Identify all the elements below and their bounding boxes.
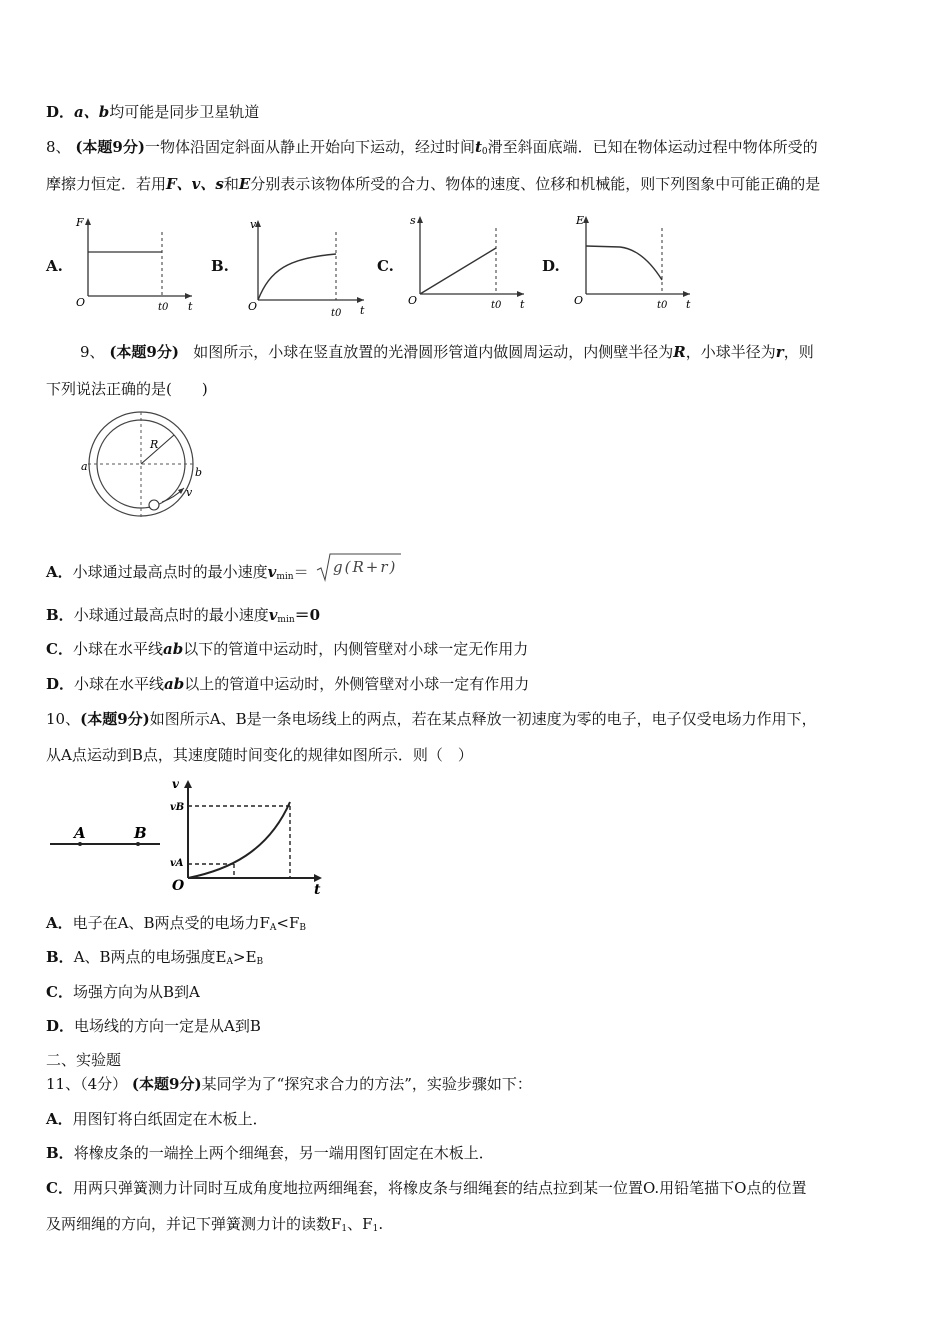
- point-a-label: A: [74, 824, 86, 842]
- q8-option-d-label: D.: [542, 257, 560, 275]
- x-axis-label: t: [314, 882, 321, 896]
- t0-label: t0: [657, 300, 668, 311]
- origin-label: O: [248, 300, 258, 313]
- q8-option-b-label: B.: [211, 257, 229, 275]
- q8-graph-c: [402, 208, 532, 312]
- point-b-label: b: [195, 466, 203, 479]
- q9-option-b: B．小球通过最高点时的最小速度$v_{min}=0$: [46, 606, 321, 625]
- graph-curve: [586, 246, 662, 280]
- y-axis-label: s: [410, 214, 416, 227]
- x-axis-label: t: [188, 300, 193, 312]
- q10-option-a: A．电子在A、B两点受的电场力$F_A<F_B$: [46, 914, 307, 933]
- q9-stem-line1: 9、 (本题9分) 如图所示，小球在竖直放置的光滑圆形管道内做圆周运动，内侧壁半径为R，小球半径为r，则: [80, 343, 814, 361]
- point-b: [136, 842, 140, 846]
- point-b-label: B: [134, 824, 147, 842]
- q10-stem-line2: 从A点运动到B点，其速度随时间变化的规律如图所示．则（ ）: [46, 746, 473, 764]
- x-axis-label: t: [360, 304, 365, 317]
- q10-stem-line1: 10、(本题9分)如图所示A、B是一条电场线上的两点，若在某点释放一初速度为零的电子，电子仅受电场力作用下，: [46, 710, 817, 728]
- vt-curve: [188, 802, 290, 878]
- sqrt-formula-text: g(R+r): [333, 558, 398, 576]
- velocity-label: v: [186, 486, 193, 499]
- sqrt-formula: [315, 552, 401, 582]
- sqrt-icon: [315, 552, 401, 582]
- point-a: [78, 842, 82, 846]
- q10-field-line-figure: [46, 822, 166, 862]
- q10-option-b: B．A、B两点的电场强度$E_A>E_B$: [46, 948, 264, 967]
- va-label: vA: [170, 858, 184, 869]
- q10-vt-graph: [168, 774, 334, 896]
- q8-stem-line1: 8、 (本题9分)一物体沿固定斜面从静止开始向下运动，经过时间$t_0$滑至斜面底端．已知在物体运动过程中物体所受的: [46, 138, 818, 157]
- x-arrow-icon: [357, 297, 364, 303]
- q11-step-b: B．将橡皮条的一端拴上两个细绳套，另一端用图钉固定在木板上．: [46, 1144, 494, 1162]
- q7-option-d: D．a、b均可能是同步卫星轨道: [46, 103, 260, 121]
- origin-label: O: [408, 294, 418, 307]
- t0-label: t0: [491, 300, 502, 311]
- q9-option-a: A．小球通过最高点时的最小速度$v_{min}=$ g(R+r): [46, 558, 401, 588]
- ball: [149, 500, 159, 510]
- vb-label: vB: [170, 802, 185, 813]
- y-arrow-icon: [417, 216, 423, 223]
- x-arrow-icon: [517, 291, 524, 297]
- y-arrow-icon: [184, 780, 192, 788]
- point-a-label: a: [81, 460, 88, 473]
- x-arrow-icon: [314, 874, 322, 882]
- origin-label: O: [76, 296, 86, 309]
- t0-label: t0: [158, 302, 169, 312]
- q10-option-d: D．电场线的方向一定是从A到B: [46, 1017, 261, 1035]
- t0-label: t0: [331, 308, 342, 319]
- x-axis-label: t: [686, 298, 691, 311]
- origin-label: O: [172, 878, 185, 894]
- x-axis-label: t: [520, 298, 525, 311]
- graph-curve: [420, 248, 496, 294]
- radius-label: R: [150, 438, 159, 451]
- q9-circle-figure: [78, 408, 210, 528]
- q9-stem-line2: 下列说法正确的是( ): [46, 380, 208, 398]
- q11-step-c-line2: 及两细绳的方向，并记下弹簧测力计的读数$F_1$、$F_1$.: [46, 1215, 384, 1234]
- q10-option-c: C．场强方向为从B到A: [46, 983, 200, 1001]
- q8-graph-d: [568, 208, 698, 312]
- y-axis-label: F: [76, 216, 84, 229]
- q9-option-d: D．小球在水平线ab以上的管道中运动时，外侧管壁对小球一定有作用力: [46, 675, 530, 693]
- graph-curve: [258, 254, 336, 300]
- q9-option-c: C．小球在水平线ab以下的管道中运动时，内侧管壁对小球一定无作用力: [46, 640, 529, 658]
- q11-step-c-line1: C．用两只弹簧测力计同时互成角度地拉两细绳套，将橡皮条与细绳套的结点拉到某一位置O.用铅笔描下O点的位置: [46, 1179, 807, 1197]
- q8-graph-a: [70, 212, 200, 312]
- y-axis-label: v: [250, 218, 257, 231]
- q8-graph-b: [238, 212, 373, 320]
- y-arrow-icon: [85, 218, 91, 225]
- x-arrow-icon: [185, 293, 192, 299]
- x-arrow-icon: [683, 291, 690, 297]
- y-axis-label: E: [576, 214, 585, 227]
- y-axis-label: v: [172, 777, 179, 791]
- q8-option-a-label: A.: [46, 257, 63, 275]
- q8-option-c-label: C.: [377, 257, 394, 275]
- q11-stem: 11、（4分） (本题9分)某同学为了“探究求合力的方法”，实验步骤如下：: [46, 1075, 532, 1093]
- section-title: 二、实验题: [46, 1051, 122, 1069]
- origin-label: O: [574, 294, 584, 307]
- q8-stem-line2: 摩擦力恒定．若用F、v、s和E分别表示该物体所受的合力、物体的速度、位移和机械能，则下列图象中可能正确的是: [46, 175, 821, 193]
- q11-step-a: A．用图钉将白纸固定在木板上．: [46, 1110, 268, 1128]
